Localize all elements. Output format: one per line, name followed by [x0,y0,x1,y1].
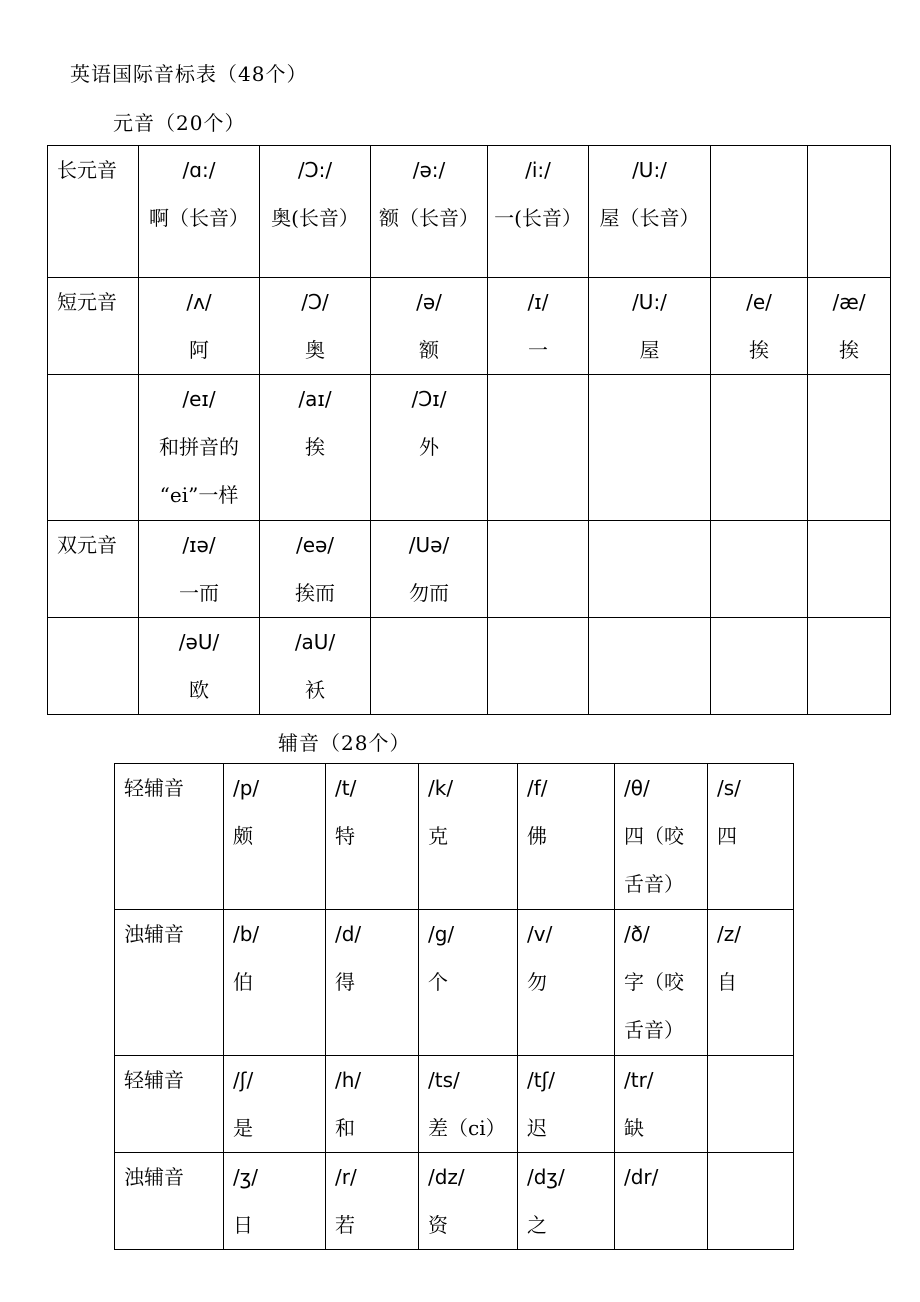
consonant-cell [615,764,708,910]
ipa-symbol: /aU/ [294,630,336,654]
ipa-symbol: /ɪ/ [527,290,549,314]
ipa-symbol: /U:/ [632,158,667,182]
vowel-row-diphthong-3 [48,618,891,715]
pronunciation-hint-line2: “ei”一样 [159,483,239,507]
row-label: 长元音 [48,146,139,278]
vowel-cell-empty [711,375,808,521]
pronunciation-hint: 特 [335,824,355,848]
vowel-cell-empty [808,375,891,521]
ipa-symbol: /ɑ:/ [182,158,216,182]
vowel-cell-empty [488,375,589,521]
consonant-cell [518,910,615,1056]
consonant-cell [326,910,419,1056]
vowel-cell [260,375,371,521]
vowel-row-diphthong-2 [48,521,891,618]
pronunciation-hint: 袄 [305,678,325,702]
ipa-symbol: /b/ [233,922,260,946]
ipa-symbol: /ə/ [416,290,442,314]
pronunciation-hint: 资 [428,1213,448,1237]
pronunciation-hint: 个 [428,970,448,994]
vowel-cell [139,278,260,375]
pronunciation-hint: 一 [528,338,548,362]
consonant-section-heading: 辅音（28个） [278,731,411,755]
consonant-cell [615,910,708,1056]
consonant-cell [419,910,518,1056]
ipa-symbol: /dʒ/ [527,1165,565,1189]
document-title: 英语国际音标表（48个） [70,62,308,86]
consonant-cell-empty [708,1153,794,1250]
vowel-cell-empty [589,375,711,521]
ipa-symbol: /r/ [335,1165,357,1189]
pronunciation-hint: 四 [717,824,737,848]
consonant-cell [708,764,794,910]
pronunciation-hint: 自 [717,970,737,994]
vowel-row-short [48,278,891,375]
ipa-symbol: /tʃ/ [527,1068,556,1092]
consonant-cell [224,910,326,1056]
pronunciation-hint: 额（长音） [379,206,479,230]
vowel-cell [589,278,711,375]
pronunciation-hint: 之 [527,1213,547,1237]
consonant-cell-empty [708,1056,794,1153]
consonant-cell [419,1056,518,1153]
consonant-cell [224,1056,326,1153]
pronunciation-hint: 缺 [624,1116,644,1140]
consonant-cell [326,1056,419,1153]
ipa-symbol: /d/ [335,922,362,946]
pronunciation-hint: 勿 [527,970,547,994]
vowel-table [47,145,891,715]
ipa-symbol: /θ/ [624,776,650,800]
consonant-cell [224,764,326,910]
pronunciation-hint: 差（ci） [428,1116,506,1140]
row-label: 浊辅音 [115,910,224,1056]
consonant-row-voiceless-2 [115,1056,794,1153]
row-label: 轻辅音 [115,764,224,910]
vowel-cell [260,146,371,278]
pronunciation-hint: 和 [335,1116,355,1140]
ipa-symbol: /ts/ [428,1068,460,1092]
row-label [48,375,139,521]
pronunciation-hint: 挨 [305,435,325,459]
pronunciation-hint: 额 [419,338,439,362]
row-label: 浊辅音 [115,1153,224,1250]
ipa-symbol: /k/ [428,776,454,800]
ipa-symbol: /ə:/ [412,158,446,182]
pronunciation-hint: 若 [335,1213,355,1237]
pronunciation-hint-line2: 舌音） [624,872,684,896]
ipa-symbol: /t/ [335,776,357,800]
pronunciation-hint: 屋（长音） [599,206,700,230]
vowel-cell [488,146,589,278]
row-label: 双元音 [48,521,139,618]
consonant-cell [224,1153,326,1250]
row-label [48,618,139,715]
consonant-table [114,763,794,1250]
ipa-symbol: /v/ [527,922,553,946]
vowel-cell-empty [711,618,808,715]
vowel-cell [808,278,891,375]
consonant-cell [615,1153,708,1250]
ipa-symbol: /ɪə/ [182,533,216,557]
vowel-cell-empty [711,146,808,278]
pronunciation-hint: 得 [335,970,355,994]
ipa-symbol: /g/ [428,922,455,946]
ipa-symbol: /dr/ [624,1165,659,1189]
pronunciation-hint: 欧 [189,678,209,702]
ipa-symbol: /s/ [717,776,741,800]
ipa-symbol: /p/ [233,776,260,800]
consonant-cell [518,1056,615,1153]
vowel-cell [589,146,711,278]
pronunciation-hint: 屋 [639,338,660,362]
ipa-symbol: /z/ [717,922,741,946]
pronunciation-hint: 一(长音） [494,206,582,230]
pronunciation-hint: 挨而 [295,581,335,605]
row-label: 短元音 [48,278,139,375]
ipa-symbol: /Ɔɪ/ [411,387,447,411]
vowel-cell [371,146,488,278]
vowel-cell [139,618,260,715]
consonant-row-voiced-1 [115,910,794,1056]
vowel-cell [488,278,589,375]
consonant-cell [326,764,419,910]
ipa-symbol: /U:/ [632,290,667,314]
ipa-symbol: /eɪ/ [182,387,216,411]
pronunciation-hint: 四（咬 [624,824,684,848]
ipa-symbol: /ʌ/ [186,290,212,314]
pronunciation-hint: 挨 [749,338,769,362]
ipa-symbol: /æ/ [832,290,866,314]
vowel-cell-empty [808,521,891,618]
ipa-symbol: /dz/ [428,1165,465,1189]
pronunciation-hint: 克 [428,824,448,848]
vowel-cell-empty [488,521,589,618]
vowel-cell [260,618,371,715]
ipa-symbol: /əU/ [178,630,220,654]
pronunciation-hint-line2: 舌音） [624,1018,684,1042]
ipa-symbol: /e/ [746,290,772,314]
pronunciation-hint [624,1201,707,1249]
vowel-cell-empty [371,618,488,715]
pronunciation-hint: 和拼音的 [159,435,239,459]
ipa-symbol: /ʃ/ [233,1068,254,1092]
consonant-cell [326,1153,419,1250]
consonant-cell [419,1153,518,1250]
vowel-cell [711,278,808,375]
pronunciation-hint: 是 [233,1116,253,1140]
vowel-cell [139,375,260,521]
ipa-symbol: /eə/ [295,533,335,557]
consonant-cell [518,764,615,910]
ipa-symbol: /Ɔ:/ [297,158,333,182]
pronunciation-hint: 一而 [179,581,219,605]
ipa-symbol: /tr/ [624,1068,654,1092]
ipa-symbol: /ʒ/ [233,1165,259,1189]
vowel-cell [139,521,260,618]
vowel-cell [260,278,371,375]
vowel-cell-empty [808,146,891,278]
vowel-cell [371,278,488,375]
pronunciation-hint: 挨 [839,338,859,362]
pronunciation-hint: 奥 [305,338,325,362]
pronunciation-hint: 日 [233,1213,253,1237]
vowel-cell-empty [488,618,589,715]
consonant-cell [518,1153,615,1250]
ipa-symbol: /h/ [335,1068,362,1092]
pronunciation-hint: 伯 [233,970,253,994]
ipa-symbol: /aɪ/ [298,387,332,411]
vowel-cell [139,146,260,278]
vowel-cell [260,521,371,618]
pronunciation-hint: 字（咬 [624,970,684,994]
pronunciation-hint: 佛 [527,824,547,848]
vowel-row-diphthong-1 [48,375,891,521]
vowel-cell-empty [711,521,808,618]
consonant-row-voiced-2 [115,1153,794,1250]
consonant-cell [419,764,518,910]
ipa-symbol: /i:/ [525,158,551,182]
consonant-cell [615,1056,708,1153]
vowel-row-long [48,146,891,278]
vowel-cell-empty [808,618,891,715]
vowel-cell [371,375,488,521]
pronunciation-hint: 勿而 [409,581,449,605]
pronunciation-hint: 外 [419,435,439,459]
pronunciation-hint: 阿 [189,338,209,362]
ipa-symbol: /f/ [527,776,548,800]
pronunciation-hint: 奥(长音） [271,206,359,230]
ipa-symbol: /ð/ [624,922,650,946]
row-label: 轻辅音 [115,1056,224,1153]
vowel-cell [371,521,488,618]
vowel-section-heading: 元音（20个） [113,111,246,135]
pronunciation-hint: 颇 [233,824,253,848]
pronunciation-hint: 迟 [527,1116,547,1140]
ipa-symbol: /Uə/ [408,533,450,557]
pronunciation-hint: 啊（长音） [149,206,249,230]
ipa-symbol: /Ɔ/ [301,290,329,314]
consonant-row-voiceless-1 [115,764,794,910]
vowel-cell-empty [589,618,711,715]
vowel-cell-empty [589,521,711,618]
consonant-cell [708,910,794,1056]
